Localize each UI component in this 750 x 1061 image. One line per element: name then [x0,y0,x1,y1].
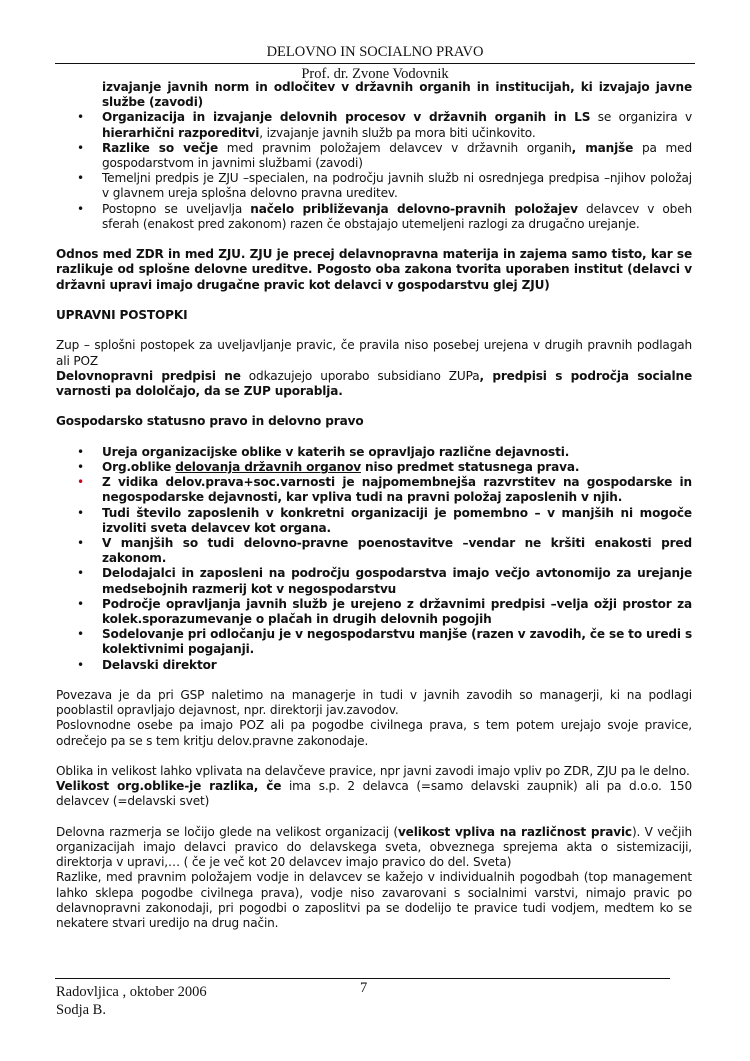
section-heading-gsp: Gospodarsko statusno pravo in delovno pravo [56,414,364,429]
header-title: DELOVNO IN SOCIALNO PRAVO [266,44,484,60]
list-item: • Delodajalci in zaposleni na področju gospodarstva imajo večjo avtonomijo za urejanje medsebojnih razmerij kot v negospodarstvu [77,566,692,596]
bullet-list-1 [56,110,692,232]
bullet-icon: • [77,627,84,642]
bullet-icon: • [77,505,84,520]
bullet-icon: • [77,566,84,581]
list-item: • Razlike so večje med pravnim položajem delavcev v državnih organih, manjše pa med gospodarstvom in javnimi službami (zavodi) [77,140,692,171]
section-heading-upravni: UPRAVNI POSTOPKI [56,308,188,323]
oblika-paragraph: Oblika in velikost lahko vplivata na delavčeve pravice, npr javni zavodi imajo vpliv po ZDR, ZJU pa le delno. [56,764,690,779]
footer-info [56,983,207,1019]
header-rule [55,63,695,64]
list-item: • Z vidika delov.prava+soc.varnosti je najpomembnejša razvrstitev na gospodarske in negospodarske dejavnosti, kar vpliva tudi na pravni položaj zaposlenih v njih. [77,475,692,505]
bullet-icon: • [77,140,84,155]
bullet-icon: • [77,536,84,551]
page-number: 7 [360,980,368,996]
list-item: • Ureja organizacijske oblike v katerih se opravljajo različne dejavnosti. [77,444,570,459]
list-item: • Tudi število zaposlenih v konkretni organizaciji je pomembno – v manjših ni mogoče izvoliti sveta delavcev kot organa. [77,505,692,535]
razlike-paragraph: Razlike, med pravnim položajem vodje in delavcev se kažejo v individualnih pogodbah (top management lahko sklepa pogodbe civilnega prava), vodje niso zavarovani s socialnimi varstvi, nimajo pravic po delavnopravni zakonodaji, pri pogodbi o zaposlitvi pa se dodelijo te pravice tudi vodjem, medtem ko se nekatere stvari uredijo na drug način. [56,870,692,931]
red-bullet-icon: • [77,475,84,490]
intro-continuation: izvajanje javnih norm in odločitev v državnih organih in institucijah, ki izvajajo javne službe (zavodi) [102,80,692,110]
bullet-icon: • [77,460,84,474]
zup-paragraph: Zup – splošni postopek za uveljavljanje pravic, če pravila niso posebej urejena v drugih pravnih podlagah ali POZ [56,338,692,368]
header-author: Prof. dr. Zvone Vodovnik [301,66,449,82]
bullet-list-gsp [56,445,692,673]
footer-rule [55,978,670,979]
bullet-icon: • [77,657,84,672]
list-item: • V manjših so tudi delovno-pravne poenostavitve –vendar ne kršiti enakosti pred zakonom. [77,536,692,566]
bullet-icon: • [77,171,84,186]
delovna-razmerja-paragraph: Delovna razmerja se ločijo glede na velikost organizacij (velikost vpliva na različnost pravic). V večjih organizacijah imajo delavci pravico do delavskega sveta, obveznega sprejema akta o sistemizaciji, direktorja v upravi,… ( če je več kot 20 delavcev imajo pravico do del. Sveta) [56,824,692,870]
list-item: • Org.oblike delovanja državnih organov niso predmet statusnega prava. [77,460,580,474]
document-body [56,80,692,931]
delovnopravni-paragraph: Delovnopravni predpisi ne odkazujejo uporabo subsidiano ZUPa, predpisi s področja socialne varnosti pa dololčajo, da se ZUP uporablja. [56,368,692,399]
bullet-icon: • [77,444,84,459]
povezava-paragraph: Povezava je da pri GSP naletimo na managerje in tudi v javnih zavodih so managerji, ki na podlagi pooblastil opravljajo dejavnost, npr. direktorji jav.zavodov. [56,688,692,718]
bullet-icon: • [77,110,84,125]
list-item: • Področje opravljanja javnih služb je urejeno z državnimi predpisi –velja ožji prostor za kolek.sporazumevanje o plačah in drugih delovnih pogojih [77,596,692,627]
footer-place-date: Radovljica , oktober 2006 [56,984,207,1000]
list-item: • Temeljni predpis je ZJU –specialen, na področju javnih služb ni osrednjega predpisa –njihov položaj v glavnem ureja splošna delovno pravna ureditev. [77,171,692,201]
bullet-icon: • [77,596,84,611]
velikost-paragraph: Velikost org.oblike-je razlika, če ima s.p. 2 delavca (=samo delavski zaupnik) ali pa d.o.o. 150 delavcev (=delavski svet) [56,779,692,809]
poslovnodne-paragraph: Poslovnodne osebe pa imajo POZ ali pa pogodbe civilnega prava, s tem potem urejajo svoje pravice, odrečejo pa se s tem kritju delov.pravne zakonodaje. [56,718,692,748]
list-item: • Delavski direktor [77,657,217,672]
list-item: • Postopno se uveljavlja načelo približevanja delovno-pravnih položajev delavcev v obeh sferah (enakost pred zakonom) razen če obstajajo utemeljeni razlogi za drugačno urejanje. [77,201,693,231]
footer-author: Sodja B. [56,1002,106,1018]
list-item: • Organizacija in izvajanje delovnih procesov v državnih organih in LS se organizira v hierarhični razporeditvi, izvajanje javnih služb pa mora biti učinkovito. [77,110,692,140]
zdr-zju-paragraph: Odnos med ZDR in med ZJU. ZJU je precej delavnopravna materija in zajema samo tisto, kar se razlikuje od splošne delovne ureditve. Pogosto oba zakona tvorita uporaben institut (delavci v državni upravi imajo drugačne pravic kot delavci v gospodarstvu glej ZJU) [56,247,692,292]
bullet-icon: • [77,201,84,216]
list-item: • Sodelovanje pri odločanju je v negospodarstvu manjše (razen v zavodih, če se to uredi s kolektivnimi pogajanji. [77,627,692,657]
